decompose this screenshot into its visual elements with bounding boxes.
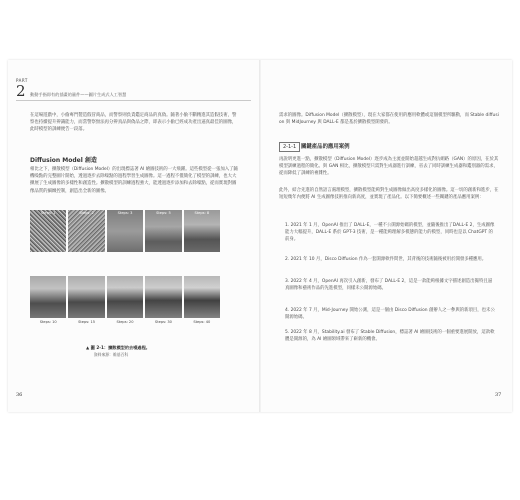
list-item: 5. 2022 年 8 月，Stability.ai 發布了 Stable Diffusion，標誌著 AI 繪圖技術的一個重要進展開放，這款軟體是開源的，為 AI 繪圖領域帶來了嶄新的機會。 — [285, 330, 495, 343]
castle-image — [145, 276, 181, 318]
diffusion-figure — [30, 210, 220, 342]
list-item: 2. 2021 年 10 月，Disco Diffusion 作為一套開源軟件問世，其背後的技術隨後被用於開發多種應用。 — [285, 257, 487, 262]
figure-caption: ▲ 圖 2-1：擴散模型的去噪過程。 — [86, 345, 150, 350]
noise-image — [30, 210, 66, 252]
blurry-image — [107, 210, 143, 252]
paragraph-1: 再說明更進一點，擴散模型（Diffusion Model）逐步成為主流並開始超越生成對抗網路（GAN）的原因，在於其模型訓練過程的簡化。與 GAN 相比，擴散模型只需對生成器進行訓練，省去了同時訓練生成器和鑑別器的需求，從而降低了訓練的複雜性。 — [279, 157, 499, 177]
castle-image — [184, 276, 220, 318]
step-label: Steps: 15 — [78, 320, 96, 324]
right-intro-paragraph: 需求的圖像。Diffusion Model（擴散模型），現在大家都在使用的應用軟體或這個模型所驅動，而 Stable diffusion 與 MidJourney 與 DALL-E 都是基於擴散模型開發的。 — [279, 113, 499, 126]
figure-cell — [184, 210, 220, 258]
header-rule — [16, 100, 251, 101]
section-heading: Diffusion Model 創造 — [30, 157, 97, 164]
step-label: Steps: 1 — [40, 211, 56, 215]
figure-row-1 — [30, 210, 220, 258]
step-label: Steps: 2 — [79, 211, 94, 215]
figure-row-2 — [30, 276, 220, 324]
left-page — [8, 60, 259, 412]
step-label: Steps: 20 — [116, 320, 134, 324]
figure-cell — [145, 210, 181, 258]
castle-image — [30, 276, 66, 318]
figure-cell — [107, 276, 143, 324]
figure-source: 資料來源：維基百科 — [94, 352, 129, 357]
section-number-box: 2-1-1 — [279, 142, 300, 152]
figure-cell — [184, 276, 220, 324]
intro-paragraph: 在這場遊戲中，小偷專門製造假冒商品，而警察則負責鑑定商品的真偽。隨著小偷不斷精進其造假技術，警察也持續提升辨識能力，而當警察無法再分辨真品與偽品之際，即表示小偷已經成功產出逼真最佳的圖像，此時模型的訓練便告一段落。 — [30, 113, 237, 133]
figure-cell — [107, 210, 143, 258]
list-item: 4. 2022 年 7 月，Mid-Journey 開始公測，這是一個由 Disco Diffusion 創辦人之一參與的新項目，也未公開源始碼。 — [285, 308, 495, 321]
page-number-right: 37 — [495, 392, 502, 398]
figure-row-2-labels — [30, 320, 220, 324]
blurry-image — [184, 210, 220, 252]
list-item: 3. 2022 年 4 月，OpenAI 再次引入創新，發布了 DALL-E 2，這是一款能夠根據文字描述創造出獨特且逼真圖像和藝術作品的先進模型，同樣未公開源始碼。 — [285, 279, 493, 292]
right-page — [261, 60, 512, 412]
part-number: 2 — [16, 82, 26, 100]
noise-image — [68, 210, 104, 252]
step-label: Steps: 8 — [194, 211, 210, 215]
step-label: Steps: 30 — [154, 320, 172, 324]
part-tag: PART — [16, 78, 28, 83]
figure-cell — [68, 276, 104, 324]
figure-cell — [68, 210, 104, 258]
blurry-image — [145, 210, 181, 252]
castle-image — [107, 276, 143, 318]
list-item: 1. 2021 年 1 月，OpenAI 推出了 DALL-E，一種不公開源始碼的模型，並隨後推出了DALL-E 2，生成圖像能力大幅提升，DALL-E 系於 GPT-3 技術，是一種能夠理解多模態的能力的模型，同時也是以 ChatGPT 的前身。 — [285, 223, 495, 243]
step-label: Steps: 3 — [117, 211, 133, 215]
step-label: Steps: 10 — [39, 320, 57, 324]
page-number-left: 36 — [16, 392, 23, 398]
figure-cell — [30, 210, 66, 258]
figure-cell — [30, 276, 66, 324]
chapter-title: 動動手指即有的插畫的量件——圖片生成式人工智慧 — [30, 92, 127, 97]
body-paragraph: 相比之下，擴散模型（Diffusion Model）的出現標誌著 AI 繪圖技術的一大飛躍。這些模型從一張加入了隨機噪點的完整圖片開始，透過逐步去除噪點的過程學習生成圖像。這一過程不僅簡化了模型的訓練，也大大擴展了生成圖像的多樣性和創造性。擴散模型的訓練過程強大，能透過逐步添加和去除噪點，從而實現對圖像品質的細緻控制，創造出全新的圖像。 — [30, 167, 238, 194]
castle-image — [68, 276, 104, 318]
book-spread — [8, 60, 512, 412]
step-label: Steps: 5 — [156, 211, 171, 215]
paragraph-2: 此外，結合先進的自然語言處理模型，擴散模型能夠對生成圖像做出高度多樣化的圖像。這一切的創新和進步，在短短幾年內便將 AI 生成圖像技術推向新高度，並實現了產品化。以下簡要概述一些關鍵的產品應用案例： — [279, 188, 499, 201]
figure-cell — [145, 276, 181, 324]
step-label: Steps: 40 — [193, 320, 211, 324]
section-title: 關鍵產品的應用案例 — [301, 144, 350, 150]
